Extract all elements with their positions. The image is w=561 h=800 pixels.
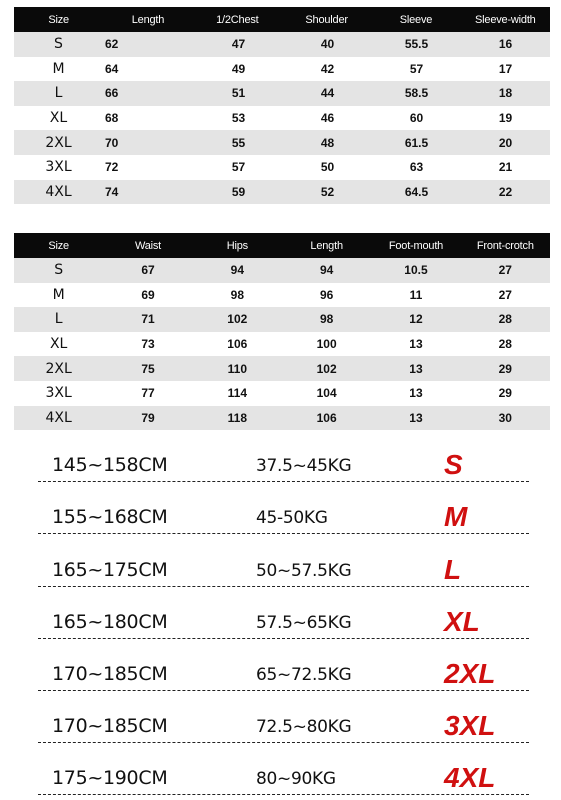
top-size-table <box>14 7 550 204</box>
size-cell: XL <box>49 336 68 353</box>
measurement-cell: 16 <box>498 37 513 52</box>
guide-row <box>0 432 561 484</box>
recommended-size: M <box>444 501 468 533</box>
weight-range: 65~72.5KG <box>256 664 352 685</box>
size-cell: 4XL <box>45 183 72 200</box>
measurement-cell: 96 <box>319 287 334 302</box>
measurement-cell: 12 <box>409 312 423 327</box>
column-header: Foot-mouth <box>388 239 444 252</box>
guide-row <box>0 693 561 745</box>
measurement-cell: 94 <box>230 263 244 278</box>
measurement-cell: 55 <box>231 135 246 150</box>
measurement-cell: 13 <box>409 361 423 376</box>
measurement-cell: 114 <box>227 386 247 401</box>
bottom-size-table <box>14 233 550 430</box>
measurement-cell: 62 <box>105 37 119 52</box>
measurement-cell: 28 <box>498 337 512 352</box>
column-header: Shoulder <box>305 13 348 26</box>
column-header: Length <box>310 239 343 252</box>
measurement-cell: 71 <box>141 312 155 327</box>
guide-row <box>0 536 561 588</box>
measurement-cell: 106 <box>227 337 248 352</box>
column-header: 1/2Chest <box>216 13 259 26</box>
measurement-cell: 44 <box>320 86 335 101</box>
measurement-cell: 77 <box>141 386 155 401</box>
measurement-cell: 29 <box>498 386 512 401</box>
table-header-row <box>14 7 550 32</box>
weight-range: 72.5~80KG <box>256 717 352 738</box>
size-cell: XL <box>49 110 68 127</box>
size-cell: 4XL <box>45 409 72 426</box>
column-header: Size <box>48 13 69 26</box>
measurement-cell: 74 <box>105 184 119 199</box>
size-cell: L <box>54 311 63 328</box>
weight-range: 37.5~45KG <box>256 456 352 477</box>
measurement-cell: 28 <box>498 312 512 327</box>
measurement-cell: 49 <box>231 61 246 76</box>
table-header-row <box>14 233 550 258</box>
height-range: 175~190CM <box>52 767 168 790</box>
measurement-cell: 102 <box>227 312 248 327</box>
measurement-cell: 67 <box>141 263 155 278</box>
measurement-cell: 61.5 <box>404 135 429 150</box>
recommended-size: 4XL <box>444 762 496 794</box>
measurement-cell: 69 <box>141 287 155 302</box>
measurement-cell: 79 <box>141 410 155 425</box>
measurement-cell: 10.5 <box>404 263 428 278</box>
guide-row <box>0 484 561 536</box>
measurement-cell: 42 <box>320 61 335 76</box>
size-cell: 2XL <box>45 360 72 377</box>
height-range: 145~158CM <box>52 454 168 477</box>
measurement-cell: 118 <box>227 410 247 425</box>
measurement-cell: 27 <box>498 263 512 278</box>
measurement-cell: 17 <box>498 61 513 76</box>
measurement-cell: 75 <box>141 361 155 376</box>
table-row <box>14 155 550 180</box>
measurement-cell: 21 <box>498 160 513 175</box>
measurement-cell: 40 <box>320 37 335 52</box>
column-header: Hips <box>226 239 248 252</box>
table-row <box>14 32 550 57</box>
dashed-divider <box>38 481 529 482</box>
dashed-divider <box>38 533 529 534</box>
size-cell: M <box>52 60 65 77</box>
measurement-cell: 59 <box>231 184 246 199</box>
dashed-divider <box>38 690 529 691</box>
measurement-cell: 57 <box>409 61 424 76</box>
measurement-cell: 47 <box>231 37 246 52</box>
size-cell: S <box>54 36 63 53</box>
guide-row <box>0 641 561 693</box>
table-row <box>14 381 550 406</box>
measurement-cell: 102 <box>316 361 337 376</box>
measurement-cell: 52 <box>320 184 335 199</box>
height-weight-size-guide <box>0 432 561 797</box>
weight-range: 80~90KG <box>256 769 336 790</box>
recommended-size: 2XL <box>444 657 496 689</box>
measurement-cell: 98 <box>230 287 244 302</box>
measurement-cell: 13 <box>409 410 423 425</box>
weight-range: 45-50KG <box>256 508 328 529</box>
measurement-cell: 20 <box>498 135 513 150</box>
measurement-cell: 64.5 <box>404 184 429 199</box>
dashed-divider <box>38 742 529 743</box>
size-cell: S <box>54 262 64 279</box>
guide-row <box>0 745 561 797</box>
measurement-cell: 46 <box>320 111 335 126</box>
measurement-cell: 73 <box>141 337 155 352</box>
size-cell: L <box>54 85 63 102</box>
recommended-size: S <box>444 449 463 481</box>
measurement-cell: 51 <box>231 86 246 101</box>
dashed-divider <box>38 638 529 639</box>
column-header: Size <box>48 239 69 252</box>
column-header: Sleeve-width <box>475 13 536 26</box>
table-row <box>14 406 550 431</box>
table-row <box>14 106 550 131</box>
height-range: 165~180CM <box>52 610 168 633</box>
table-row <box>14 180 550 205</box>
height-range: 165~175CM <box>52 558 168 581</box>
table-row <box>14 130 550 155</box>
table-row <box>14 356 550 381</box>
table-row <box>14 307 550 332</box>
height-range: 170~185CM <box>52 662 168 685</box>
measurement-cell: 68 <box>105 111 119 126</box>
measurement-cell: 110 <box>227 361 247 376</box>
column-header: Length <box>131 13 165 26</box>
measurement-cell: 29 <box>498 361 512 376</box>
weight-range: 57.5~65KG <box>256 612 352 633</box>
measurement-cell: 60 <box>409 111 424 126</box>
table-row <box>14 283 550 308</box>
size-cell: M <box>52 286 65 303</box>
column-header: Front-crotch <box>476 239 534 252</box>
measurement-cell: 72 <box>105 160 119 175</box>
table-row <box>14 258 550 283</box>
column-header: Sleeve <box>399 13 433 26</box>
measurement-cell: 53 <box>231 111 246 126</box>
dashed-divider <box>38 586 529 587</box>
height-range: 155~168CM <box>52 506 168 529</box>
dashed-divider <box>38 794 529 795</box>
table-row <box>14 332 550 357</box>
measurement-cell: 55.5 <box>404 37 429 52</box>
column-header: Waist <box>134 239 162 252</box>
measurement-cell: 11 <box>409 287 423 302</box>
measurement-cell: 30 <box>498 410 512 425</box>
size-cell: 2XL <box>45 134 72 151</box>
measurement-cell: 19 <box>498 111 513 126</box>
measurement-cell: 64 <box>105 61 119 76</box>
measurement-cell: 70 <box>105 135 119 150</box>
recommended-size: XL <box>444 605 480 637</box>
measurement-cell: 98 <box>319 312 334 327</box>
measurement-cell: 100 <box>316 337 337 352</box>
measurement-cell: 66 <box>105 86 119 101</box>
measurement-cell: 58.5 <box>404 86 429 101</box>
measurement-cell: 18 <box>498 86 513 101</box>
weight-range: 50~57.5KG <box>256 560 352 581</box>
measurement-cell: 106 <box>316 410 337 425</box>
recommended-size: 3XL <box>444 710 496 742</box>
size-cell: 3XL <box>45 385 72 402</box>
measurement-cell: 94 <box>319 263 334 278</box>
measurement-cell: 27 <box>498 287 512 302</box>
height-range: 170~185CM <box>52 715 168 738</box>
recommended-size: L <box>444 553 462 585</box>
measurement-cell: 48 <box>320 135 335 150</box>
table-row <box>14 57 550 82</box>
measurement-cell: 22 <box>498 184 513 199</box>
measurement-cell: 57 <box>231 160 246 175</box>
guide-row <box>0 589 561 641</box>
measurement-cell: 13 <box>409 337 423 352</box>
measurement-cell: 50 <box>320 160 335 175</box>
measurement-cell: 13 <box>409 386 423 401</box>
size-cell: 3XL <box>45 159 72 176</box>
table-row <box>14 81 550 106</box>
measurement-cell: 63 <box>409 160 424 175</box>
measurement-cell: 104 <box>316 386 337 401</box>
